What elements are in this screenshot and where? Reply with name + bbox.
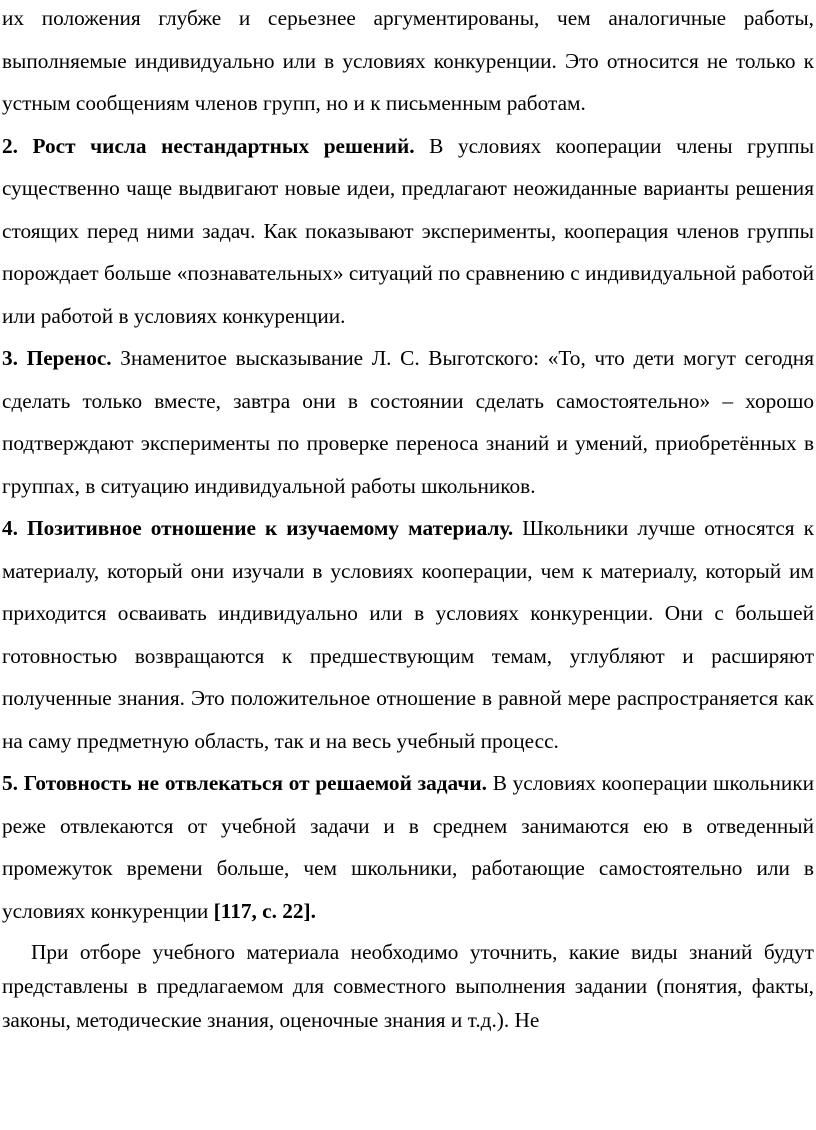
paragraph-heading: 3. Перенос. (2, 346, 112, 370)
paragraph-text: При отборе учебного материала необходимо уточнить, какие виды знаний будут представлены в предлагаемом для совместного выполнения задании (понятия, факты, законы, методические знания, оценочные знания и т.д.). Не (2, 940, 814, 1032)
paragraph-text: их положения глубже и серьезнее аргументированы, чем аналогичные работы, выполняемые индивидуально или в условиях конкуренции. Это относится не только к устным сообщениям членов групп, но и к письменным работам. (2, 6, 814, 115)
paragraph-focus-readiness (2, 762, 814, 932)
paragraph-material-selection (2, 935, 814, 1037)
paragraph-continuation (2, 0, 814, 125)
paragraph-transfer (2, 337, 814, 507)
paragraph-heading: 5. Готовность не отвлекаться от решаемой задачи. (2, 771, 487, 795)
paragraph-heading: 2. Рост числа нестандартных решений. (2, 133, 415, 158)
paragraph-nonstandard-solutions (2, 125, 814, 338)
paragraph-text: В условиях кооперации школьники реже отвлекаются от учебной задачи и в среднем занимаются ею в отведенный промежуток времени больше, чем школьники, работающие самостоятельно или в условиях конкуренции (2, 771, 814, 923)
citation-reference: [117, с. 22]. (213, 898, 316, 923)
paragraph-text: В условиях кооперации члены группы существенно чаще выдвигают новые идеи, предлагают неожиданные варианты решения стоящих перед ними задач. Как показывают эксперименты, кооперация членов группы порождает больше «познавательных» ситуаций по сравнению с индивидуальной работой или работой в условиях конкуренции. (2, 133, 815, 328)
paragraph-text: Школьники лучше относятся к материалу, который они изучали в условиях кооперации, чем к материалу, который им приходится осваивать индивидуально или в условиях конкуренции. Они с большей готовностью возвращаются к предшествующим темам, углубляют и расширяют полученные знания. Это положительное отношение в равной мере распространяется как на саму предметную область, так и на весь учебный процесс. (2, 516, 814, 753)
paragraph-text: Знаменитое высказывание Л. С. Выготского: «То, что дети могут сегодня сделать только вместе, завтра они в состоянии сделать самостоятельно» – хорошо подтверждают эксперименты по проверке переноса знаний и умений, приобретённых в группах, в ситуацию индивидуальной работы школьников. (2, 346, 814, 498)
paragraph-heading: 4. Позитивное отношение к изучаемому материалу. (2, 516, 514, 540)
paragraph-positive-attitude (2, 507, 814, 762)
